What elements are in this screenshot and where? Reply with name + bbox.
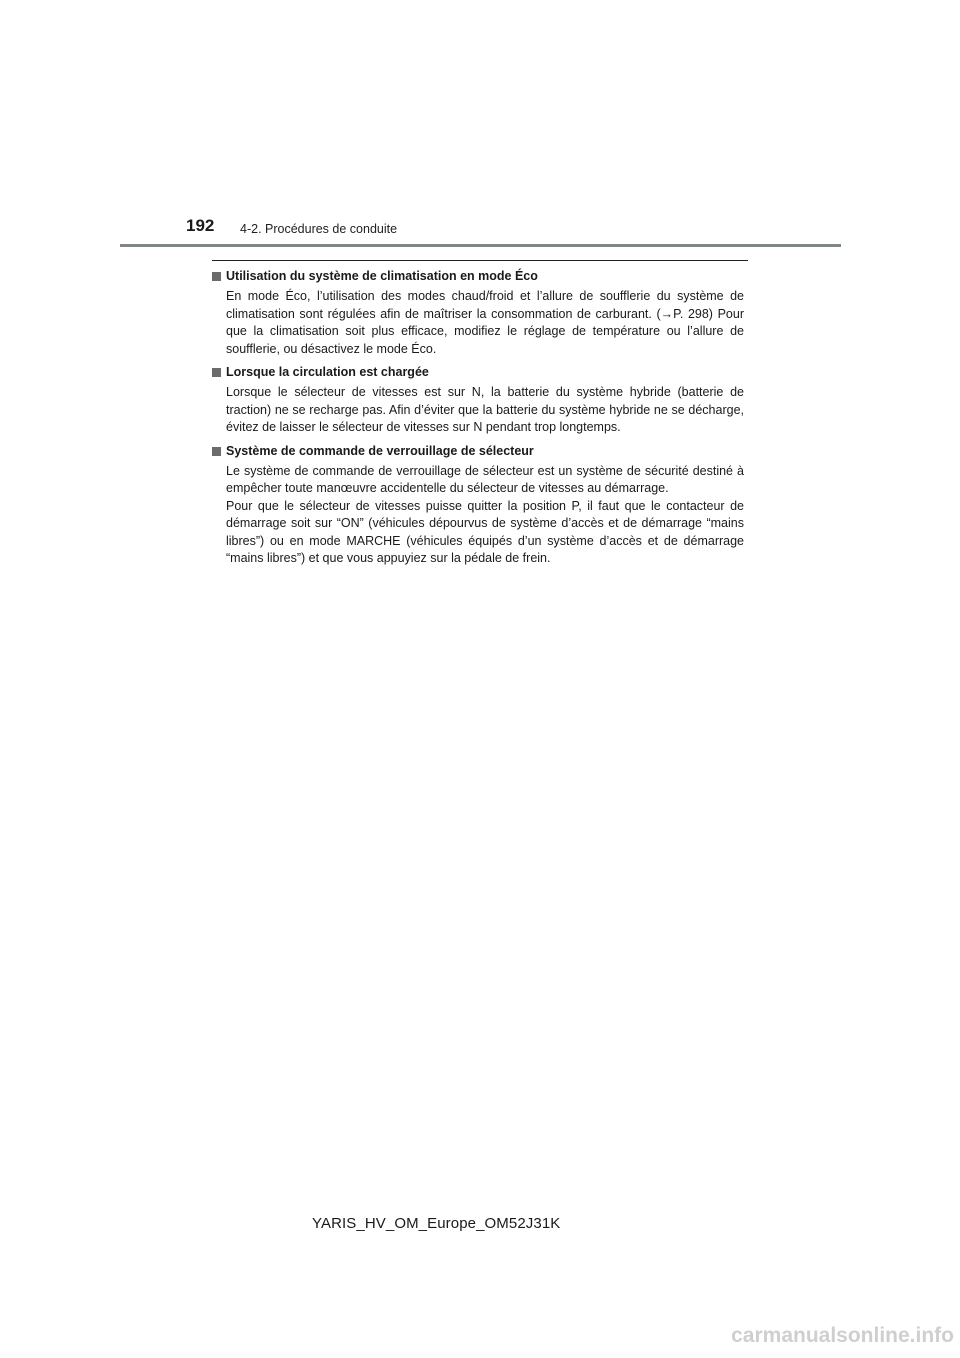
item-heading	[212, 268, 744, 285]
square-bullet-icon	[212, 272, 221, 281]
list-item	[212, 364, 744, 437]
item-heading-text: Système de commande de verrouillage de sélecteur	[226, 443, 534, 458]
item-heading-text: Utilisation du système de climatisation en mode Éco	[226, 269, 538, 283]
item-heading	[212, 364, 744, 381]
document-id: YARIS_HV_OM_Europe_OM52J31K	[312, 1215, 561, 1232]
section-title: 4-2. Procédures de conduite	[240, 222, 398, 236]
square-bullet-icon	[212, 368, 221, 377]
content-rule	[212, 260, 748, 261]
item-paragraph: Lorsque le sélecteur de vitesses est sur N, la batterie du système hybride (batterie de traction) ne se recharge pas. Afin d’éviter que la batterie du système hybride ne se décharge, évitez de laisser le sélecteur de vitesses sur N pendant trop longtemps.	[226, 385, 744, 435]
watermark[interactable]: carmanualsonline.info	[731, 1324, 954, 1347]
item-paragraph: En mode Éco, l’utilisation des modes chaud/froid et l’allure de soufflerie du système de climatisation sont régulées afin de maîtriser la consommation de carburant. (→P. 298) Pour que la climatisation soit plus efficace, modifiez le réglage de température ou l’allure de soufflerie, ou désactivez le mode Éco.	[226, 289, 744, 356]
square-bullet-icon	[212, 447, 221, 456]
item-paragraph: Le système de commande de verrouillage de sélecteur est un système de sécurité destiné à empêcher toute manœuvre accidentelle du sélecteur de vitesses au démarrage.	[226, 464, 744, 496]
list-item	[212, 443, 744, 568]
page-number: 192	[186, 216, 215, 235]
list-item	[212, 268, 744, 358]
header-rule	[120, 244, 841, 247]
content-body	[212, 268, 744, 574]
item-heading	[212, 443, 744, 460]
item-heading-text: Lorsque la circulation est chargée	[226, 365, 429, 380]
item-paragraph: Pour que le sélecteur de vitesses puisse quitter la position P, il faut que le contacteur de démarrage soit sur “ON” (véhicules dépourvus de système d’accès et de démarrage “mains libres”) ou en mode MARCHE (véhicules équipés d’un système d’accès et de démarrage “mains libres”) et que vous appuyiez sur la pédale de frein.	[226, 498, 744, 566]
